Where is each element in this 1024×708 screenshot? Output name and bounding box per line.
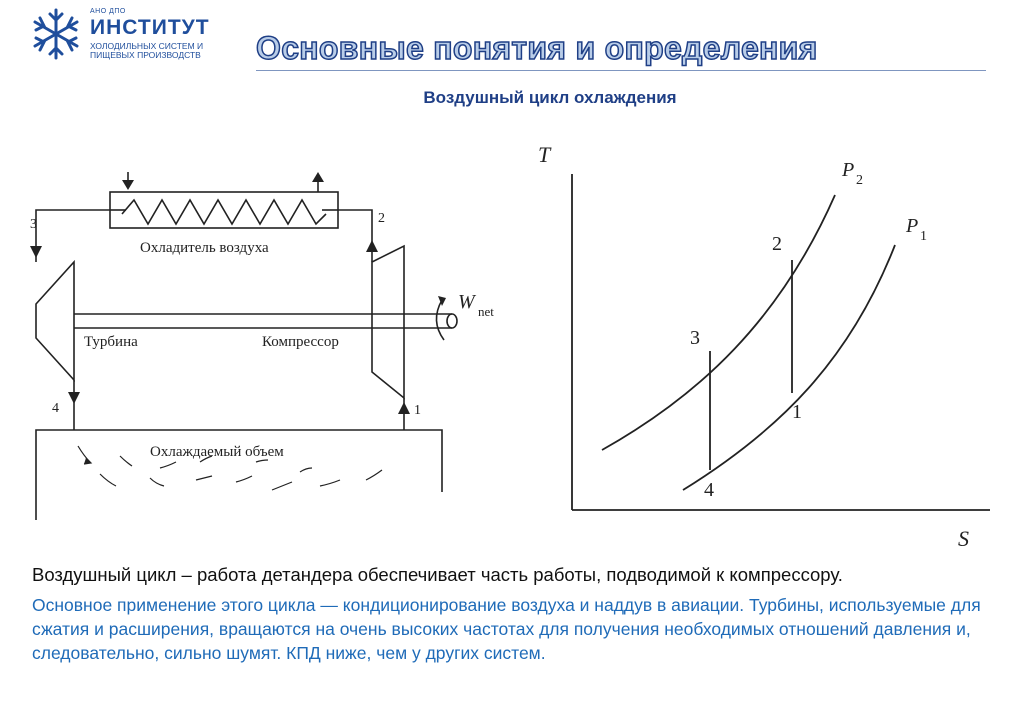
- logo-line-1: ХОЛОДИЛЬНЫХ СИСТЕМ И: [90, 41, 204, 51]
- turbine-label: Турбина: [84, 334, 138, 350]
- pipe-2: [338, 210, 372, 262]
- pipe-3: [36, 210, 110, 262]
- schematic-point-3: 3: [30, 217, 37, 232]
- work-sub-label: net: [478, 304, 494, 319]
- ts-diagram: [572, 174, 990, 510]
- cooler-coil: [122, 200, 326, 224]
- rotation-arrow: [436, 300, 444, 340]
- cooled-space-label: Охлаждаемый объем: [150, 444, 284, 460]
- ts-point-4: 4: [704, 479, 714, 501]
- p1-sub-label: 1: [920, 229, 927, 244]
- compressor-label: Компрессор: [262, 334, 339, 350]
- schematic-point-1: 1: [414, 403, 421, 418]
- t-axis-label: T: [538, 142, 551, 167]
- logo-name: ИНСТИТУТ: [90, 16, 210, 39]
- cooler-label: Охладитель воздуха: [140, 240, 269, 256]
- schematic-point-4: 4: [52, 401, 59, 416]
- page-title: Основные понятия и определения: [256, 30, 818, 66]
- ts-point-1: 1: [792, 401, 802, 423]
- work-label: W: [458, 291, 475, 313]
- main-description: Воздушный цикл – работа детандера обеспечивает часть работы, подводимой к компрессору.: [32, 564, 843, 585]
- schematic-point-2: 2: [378, 211, 385, 226]
- turbine: [36, 262, 74, 380]
- p1-label: P: [906, 215, 919, 237]
- application-description: Основное применение этого цикла — кондиционирование воздуха и наддув в авиации. Турбины, используемые для сжатия и расширения, вращаются на очень высоких частотах для получения необходимых отношений давления и, следовательно, сильно шумят. КПД ниже, чем у других систем.: [32, 595, 981, 663]
- p2-label: P: [842, 159, 855, 181]
- ts-point-3: 3: [690, 327, 700, 349]
- s-axis-label: S: [958, 526, 969, 551]
- logo-line-2: ПИЩЕВЫХ ПРОИЗВОДСТВ: [90, 50, 201, 60]
- compressor: [372, 246, 404, 398]
- diagram-subtitle: Воздушный цикл охлаждения: [423, 88, 677, 107]
- p2-sub-label: 2: [856, 173, 863, 188]
- logo-small-text: АНО ДПО: [90, 8, 126, 15]
- ts-point-2: 2: [772, 233, 782, 255]
